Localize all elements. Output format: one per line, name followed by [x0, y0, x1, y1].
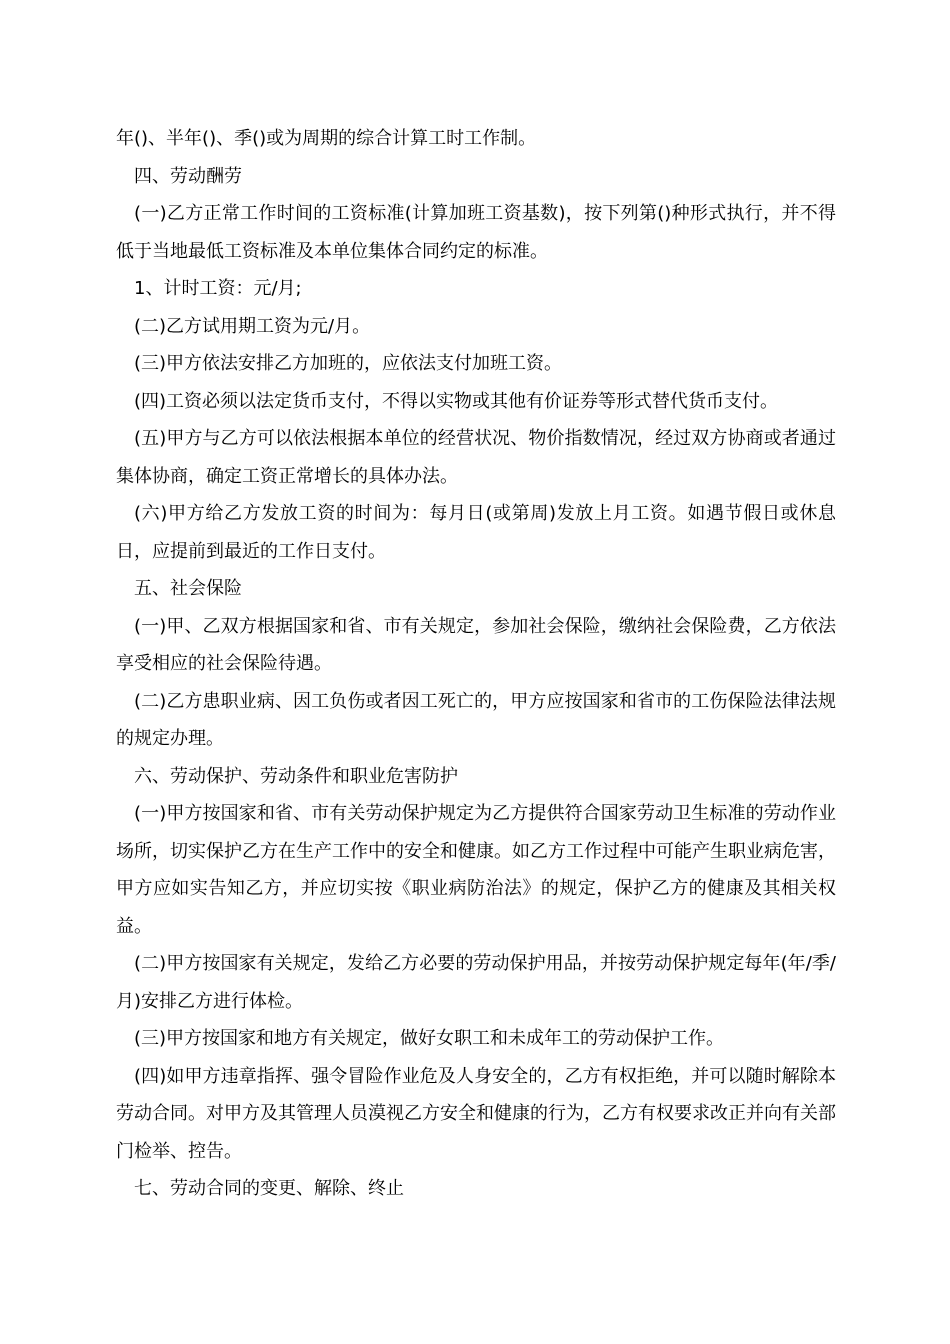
paragraph-pay-date: (六)甲方给乙方发放工资的时间为：每月日(或第周)发放上月工资。如遇节假日或休息日，应提前到最近的工作日支付。 — [116, 503, 836, 562]
paragraph-insurance-participation: (一)甲、乙双方根据国家和省、市有关规定，参加社会保险，缴纳社会保险费，乙方依法享受相应的社会保险待遇。 — [116, 615, 836, 674]
paragraph-work-injury: (二)乙方患职业病、因工负伤或者因工死亡的，甲方应按国家和省市的工伤保险法律法规的规定办理。 — [116, 690, 836, 749]
document-body — [116, 120, 836, 1208]
paragraph-legal-currency: (四)工资必须以法定货币支付，不得以实物或其他有价证券等形式替代货币支付。 — [134, 390, 779, 412]
section-heading-remuneration: 四、劳动酬劳 — [134, 165, 242, 187]
paragraph-work-hours-continuation: 年()、半年()、季()或为周期的综合计算工时工作制。 — [116, 128, 537, 149]
paragraph-overtime-pay: (三)甲方依法安排乙方加班的，应依法支付加班工资。 — [134, 353, 563, 374]
paragraph-probation-wage: (二)乙方试用期工资为元/月。 — [134, 315, 371, 337]
section-heading-labor-protection: 六、劳动保护、劳动条件和职业危害防护 — [134, 765, 458, 787]
paragraph-wage-standard: (一)乙方正常工作时间的工资标准(计算加班工资基数)，按下列第()种形式执行，并不得低于当地最低工资标准及本单位集体合同约定的标准。 — [116, 203, 836, 262]
paragraph-protective-equipment: (二)甲方按国家有关规定，发给乙方必要的劳动保护用品，并按劳动保护规定每年(年/季/月)安排乙方进行体检。 — [116, 953, 836, 1012]
paragraph-hourly-wage: 1、计时工资：元/月; — [134, 278, 302, 299]
paragraph-female-minor-workers: (三)甲方按国家和地方有关规定，做好女职工和未成年工的劳动保护工作。 — [134, 1028, 725, 1049]
section-heading-social-insurance: 五、社会保险 — [134, 578, 242, 599]
paragraph-workplace-safety: (一)甲方按国家和省、市有关劳动保护规定为乙方提供符合国家劳动卫生标准的劳动作业场所，切实保护乙方在生产工作中的安全和健康。如乙方工作过程中可能产生职业病危害，甲方应如实告知乙方，并应切实按《职业病防治法》的规定，保护乙方的健康及其相关权益。 — [116, 803, 836, 937]
paragraph-right-to-refuse: (四)如甲方违章指挥、强令冒险作业危及人身安全的，乙方有权拒绝，并可以随时解除本劳动合同。对甲方及其管理人员漠视乙方安全和健康的行为，乙方有权要求改正并向有关部门检举、控告。 — [116, 1065, 836, 1162]
section-heading-contract-changes: 七、劳动合同的变更、解除、终止 — [134, 1178, 404, 1199]
paragraph-wage-growth: (五)甲方与乙方可以依法根据本单位的经营状况、物价指数情况，经过双方协商或者通过集体协商，确定工资正常增长的具体办法。 — [116, 428, 836, 487]
